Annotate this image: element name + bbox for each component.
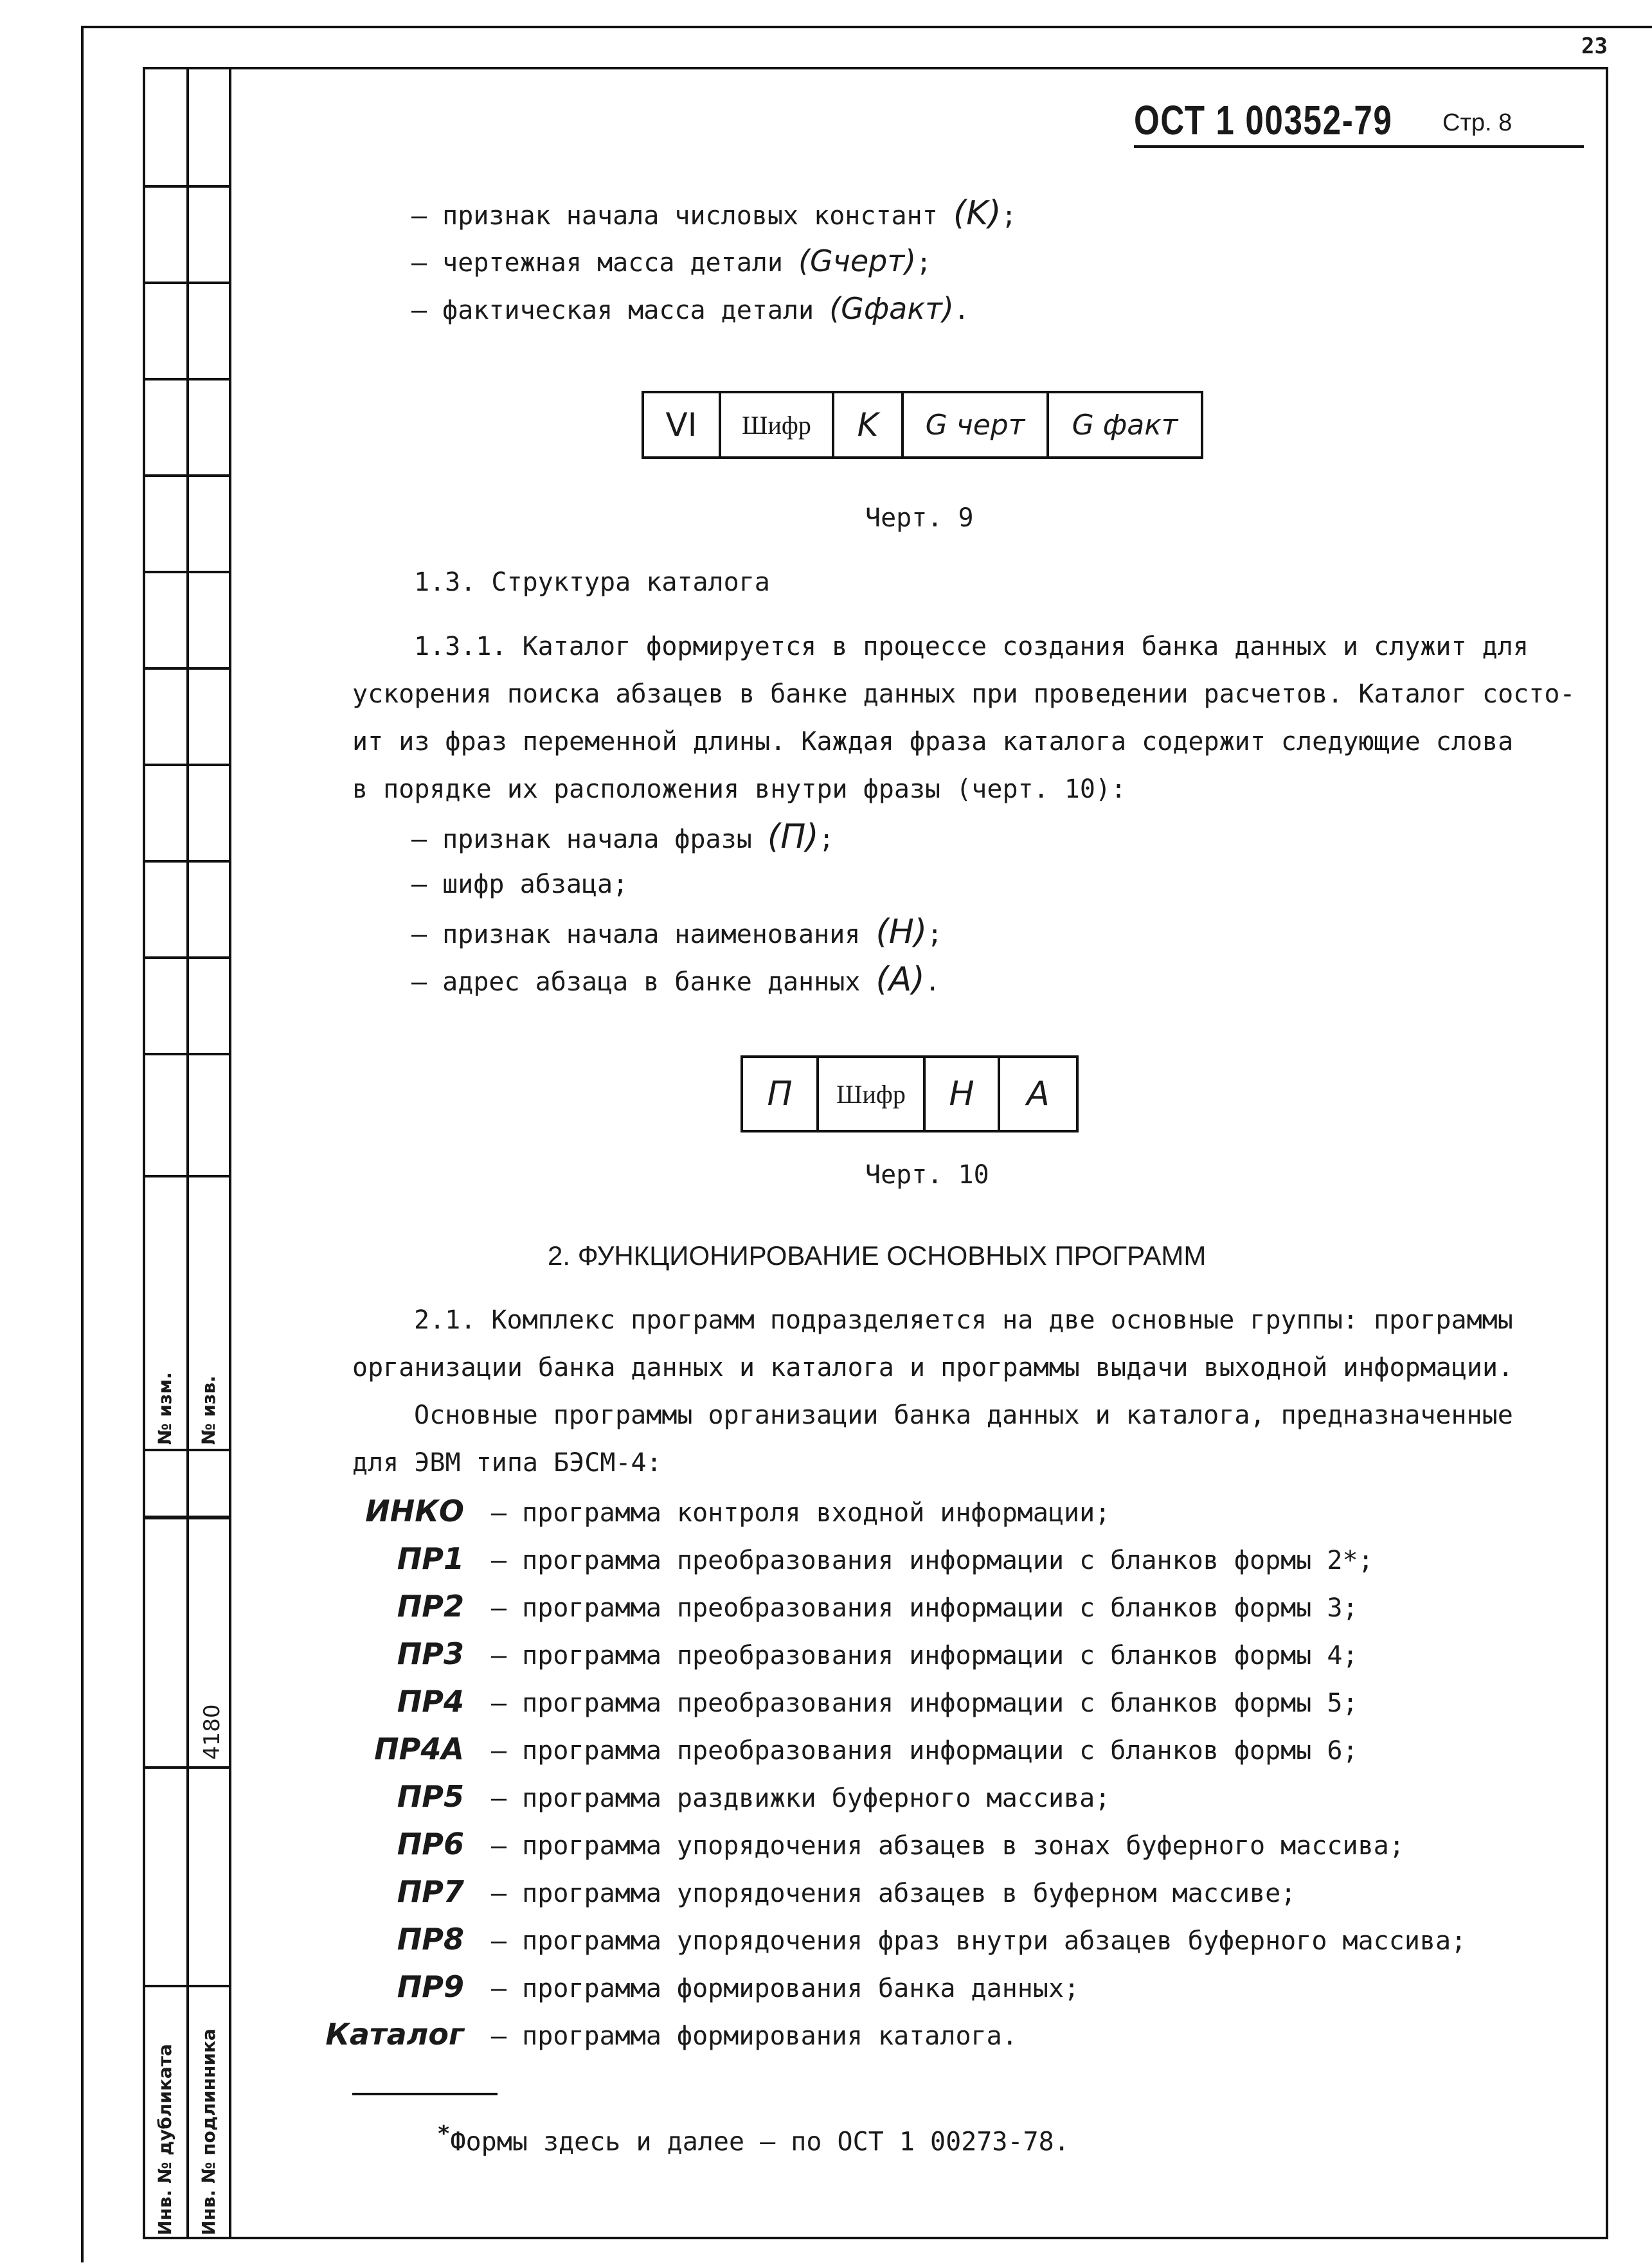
figure-10-caption: Черт. 10 — [865, 1160, 989, 1190]
list-item — [411, 244, 932, 278]
program-description: – программа формирования каталога. — [491, 2021, 1018, 2051]
list-item-symbol: (П) — [767, 818, 819, 856]
footnote-rule — [352, 2093, 498, 2095]
program-code: ПР4 — [397, 1684, 464, 1719]
fig9-cell: Шифр — [721, 393, 834, 456]
list-item-text: – признак начала наименования — [411, 920, 861, 949]
program-description: – программа контроля входной информации; — [491, 1498, 1111, 1528]
stamp-row-line — [145, 378, 229, 380]
list-item — [321, 1919, 1594, 1967]
stamp-row-line — [145, 1766, 229, 1769]
page-number: 23 — [1581, 33, 1608, 59]
fig10-cell: A — [1027, 1075, 1050, 1113]
list-item — [321, 1539, 1594, 1586]
paragraph-line: организации банка данных и каталога и программы выдачи выходной информации. — [352, 1353, 1514, 1383]
fig9-cell: G факт — [1072, 408, 1178, 442]
side-stamp — [143, 67, 231, 2239]
stamp-inv-podl-label: Инв. № подлинника — [198, 2028, 219, 2235]
list-item-symbol: (A) — [875, 960, 925, 999]
list-item — [321, 1586, 1594, 1634]
stamp-row-line — [145, 667, 229, 670]
list-item-end: ; — [818, 825, 834, 854]
list-item-symbol: (K) — [953, 194, 1001, 233]
list-item-text: – признак начала числовых констант — [411, 201, 938, 231]
list-item — [411, 194, 1017, 233]
program-description: – программа преобразования информации с бланков формы 4; — [491, 1641, 1358, 1670]
program-description: – программа формирования банка данных; — [491, 1974, 1080, 2003]
fig9-cell: K — [834, 393, 904, 456]
stamp-row-line — [145, 860, 229, 863]
stamp-inv-dubl-label: Инв. № дубликата — [154, 2044, 175, 2235]
stamp-row-line — [145, 1449, 229, 1451]
program-code: ПР1 — [397, 1541, 464, 1576]
list-item-text: – чертежная масса детали — [411, 248, 783, 278]
list-item — [321, 1681, 1594, 1729]
program-code: ПР3 — [397, 1636, 464, 1671]
list-item — [411, 872, 628, 897]
program-code: Каталог — [325, 2017, 464, 2052]
program-description: – программа упорядочения абзацев в буферном массиве; — [491, 1879, 1297, 1908]
stamp-row-line — [145, 474, 229, 477]
list-item — [321, 2014, 1594, 2062]
fig10-cell: Шифр — [819, 1058, 926, 1130]
list-item-text: – шифр абзаца; — [411, 870, 629, 899]
figure-10-table — [741, 1055, 1079, 1132]
paragraph-line: ускорения поиска абзацев в банке данных при проведении расчетов. Каталог состо- — [352, 679, 1576, 709]
program-description: – программа преобразования информации с бланков формы 2*; — [491, 1546, 1374, 1575]
program-code: ПР7 — [397, 1874, 464, 1909]
program-description: – программа раздвижки буферного массива; — [491, 1784, 1111, 1813]
program-code: ПР9 — [397, 1969, 464, 2004]
program-description: – программа упорядочения фраз внутри абзацев буферного массива; — [491, 1926, 1467, 1956]
figure-9-table — [642, 391, 1203, 459]
fig10-cell: П — [743, 1058, 819, 1130]
list-item-end: . — [953, 296, 969, 325]
stamp-izv-label: № изв. — [198, 1375, 219, 1445]
standard-code: ОСТ 1 00352-79 — [1134, 97, 1393, 143]
program-code: ПР6 — [397, 1827, 464, 1861]
list-item — [411, 818, 834, 856]
list-item-symbol: (Gфакт) — [829, 291, 954, 326]
list-item-end: ; — [916, 248, 932, 278]
list-item — [321, 1491, 1594, 1539]
program-code: ПР2 — [397, 1589, 464, 1624]
stamp-row-line — [145, 1175, 229, 1177]
fig9-cell: G черт — [904, 393, 1049, 456]
paragraph-line: 2.1. Комплекс программ подразделяется на две основные группы: программы — [414, 1305, 1513, 1335]
fig10-cell: H — [926, 1058, 1000, 1130]
program-description: – программа упорядочения абзацев в зонах буферного массива; — [491, 1831, 1405, 1861]
program-description: – программа преобразования информации с бланков формы 6; — [491, 1736, 1358, 1766]
footnote — [437, 2121, 1070, 2157]
list-item-text: – фактическая масса детали — [411, 296, 814, 325]
page-left-edge — [81, 26, 84, 2262]
paragraph-line: Основные программы организации банка данных и каталога, предназначенные — [414, 1401, 1513, 1430]
stamp-row-line — [145, 185, 229, 188]
program-description: – программа преобразования информации с бланков формы 5; — [491, 1688, 1358, 1718]
stamp-number: 4180 — [199, 1704, 225, 1760]
stamp-row-line — [145, 1516, 229, 1519]
program-code: ИНКО — [365, 1494, 464, 1528]
stamp-row-line — [145, 1985, 229, 1987]
side-stamp-divider — [186, 69, 189, 2237]
page-label: Стр. 8 — [1442, 109, 1513, 136]
figure-9-caption: Черт. 9 — [865, 503, 974, 533]
list-item — [321, 1777, 1594, 1824]
list-item — [321, 1634, 1594, 1681]
stamp-row-line — [145, 1053, 229, 1055]
paragraph-line: 1.3.1. Каталог формируется в процессе создания банка данных и служит для — [414, 632, 1529, 661]
list-item-text: – признак начала фразы — [411, 825, 752, 854]
stamp-row-line — [145, 764, 229, 766]
stamp-row-line — [145, 282, 229, 284]
fig9-cell: VI — [644, 393, 721, 456]
paragraph-line: для ЭВМ типа БЭСМ-4: — [352, 1448, 662, 1478]
list-item-end: . — [924, 967, 940, 997]
list-item — [321, 1824, 1594, 1872]
paragraph-line: в порядке их расположения внутри фразы (черт. 10): — [352, 774, 1127, 804]
list-item-end: ; — [927, 920, 943, 949]
section-heading: 2. ФУНКЦИОНИРОВАНИЕ ОСНОВНЫХ ПРОГРАММ — [548, 1240, 1207, 1271]
footnote-mark: * — [437, 2121, 451, 2147]
list-item-symbol: (H) — [875, 913, 928, 951]
list-item — [411, 913, 943, 951]
program-description: – программа преобразования информации с бланков формы 3; — [491, 1593, 1358, 1623]
list-item — [411, 291, 969, 326]
stamp-izm-label: № изм. — [154, 1372, 175, 1445]
list-item — [321, 1967, 1594, 2014]
program-code: ПР4А — [374, 1732, 464, 1766]
list-item — [321, 1872, 1594, 1919]
section-heading: 1.3. Структура каталога — [414, 568, 770, 597]
stamp-row-line — [145, 571, 229, 573]
list-item — [321, 1729, 1594, 1777]
stamp-row-line — [145, 956, 229, 959]
program-code: ПР5 — [397, 1779, 464, 1814]
footnote-text: Формы здесь и далее – по ОСТ 1 00273-78. — [450, 2127, 1070, 2157]
list-item — [411, 960, 940, 999]
list-item-text: – адрес абзаца в банке данных — [411, 967, 861, 997]
page-header — [1134, 96, 1584, 148]
list-item-symbol: (Gчерт) — [798, 244, 917, 278]
program-code: ПР8 — [397, 1922, 464, 1956]
paragraph-line: ит из фраз переменной длины. Каждая фраза каталога содержит следующие слова — [352, 727, 1514, 756]
list-item-end: ; — [1001, 201, 1017, 231]
page-top-edge — [81, 26, 1652, 28]
